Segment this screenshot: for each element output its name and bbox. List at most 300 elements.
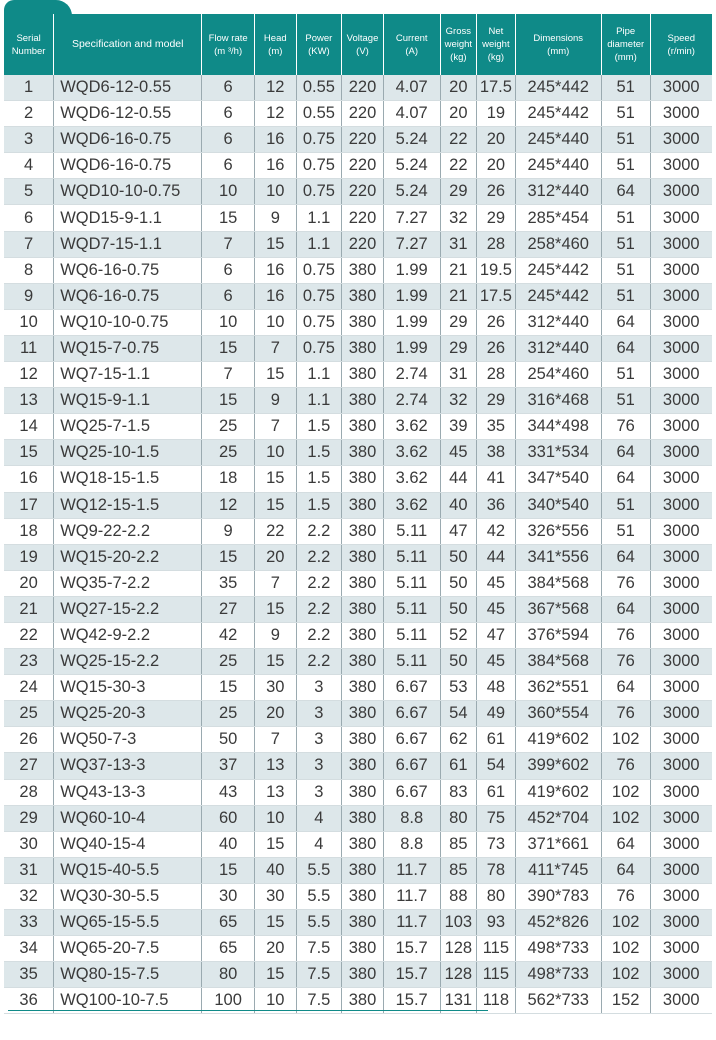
- cell-dimensions: 316*468: [515, 388, 601, 414]
- cell-pipe-diameter: 64: [601, 440, 650, 466]
- cell-current: 7.27: [383, 205, 440, 231]
- cell-pipe-diameter: 64: [601, 466, 650, 492]
- cell-voltage: 380: [342, 988, 384, 1014]
- cell-serial-number: 23: [4, 649, 54, 675]
- cell-dimensions: 341*556: [515, 544, 601, 570]
- table-row: [4, 414, 712, 440]
- cell-power: 2.2: [296, 596, 342, 622]
- header-row: [4, 14, 712, 75]
- cell-power: 7.5: [296, 988, 342, 1014]
- cell-pipe-diameter: 102: [601, 805, 650, 831]
- cell-power: 0.75: [296, 283, 342, 309]
- table-row: [4, 831, 712, 857]
- table-row: [4, 388, 712, 414]
- cell-gross-weight: 31: [440, 362, 477, 388]
- cell-voltage: 380: [342, 466, 384, 492]
- cell-net-weight: 78: [477, 857, 516, 883]
- cell-serial-number: 21: [4, 596, 54, 622]
- cell-head: 9: [255, 205, 297, 231]
- cell-power: 3: [296, 701, 342, 727]
- cell-power: 4: [296, 831, 342, 857]
- cell-dimensions: 362*551: [515, 675, 601, 701]
- cell-flow-rate: 15: [202, 675, 255, 701]
- cell-power: 1.5: [296, 492, 342, 518]
- cell-power: 1.1: [296, 388, 342, 414]
- table-row: [4, 257, 712, 283]
- cell-net-weight: 75: [477, 805, 516, 831]
- cell-pipe-diameter: 64: [601, 596, 650, 622]
- cell-pipe-diameter: 76: [601, 649, 650, 675]
- cell-speed: 3000: [650, 831, 712, 857]
- table-row: [4, 753, 712, 779]
- cell-model: WQ43-13-3: [54, 779, 202, 805]
- cell-model: WQD6-16-0.75: [54, 127, 202, 153]
- cell-speed: 3000: [650, 335, 712, 361]
- cell-net-weight: 118: [477, 988, 516, 1014]
- cell-dimensions: 312*440: [515, 335, 601, 361]
- cell-flow-rate: 7: [202, 231, 255, 257]
- cell-gross-weight: 22: [440, 127, 477, 153]
- cell-speed: 3000: [650, 388, 712, 414]
- cell-voltage: 220: [342, 179, 384, 205]
- cell-flow-rate: 25: [202, 414, 255, 440]
- header-pipe-diameter: Pipe diameter (mm): [601, 14, 650, 75]
- cell-speed: 3000: [650, 779, 712, 805]
- cell-serial-number: 25: [4, 701, 54, 727]
- cell-voltage: 380: [342, 492, 384, 518]
- cell-current: 11.7: [383, 857, 440, 883]
- cell-model: WQ10-10-0.75: [54, 309, 202, 335]
- cell-dimensions: 312*440: [515, 309, 601, 335]
- cell-voltage: 220: [342, 153, 384, 179]
- cell-voltage: 380: [342, 440, 384, 466]
- cell-speed: 3000: [650, 153, 712, 179]
- cell-gross-weight: 40: [440, 492, 477, 518]
- cell-head: 9: [255, 622, 297, 648]
- cell-net-weight: 26: [477, 309, 516, 335]
- cell-serial-number: 10: [4, 309, 54, 335]
- cell-gross-weight: 83: [440, 779, 477, 805]
- cell-voltage: 380: [342, 779, 384, 805]
- cell-head: 7: [255, 727, 297, 753]
- header-current: Current (A): [383, 14, 440, 75]
- cell-flow-rate: 15: [202, 857, 255, 883]
- cell-net-weight: 45: [477, 570, 516, 596]
- cell-voltage: 220: [342, 205, 384, 231]
- cell-dimensions: 245*442: [515, 283, 601, 309]
- cell-serial-number: 17: [4, 492, 54, 518]
- table-row: [4, 857, 712, 883]
- cell-voltage: 380: [342, 675, 384, 701]
- cell-head: 16: [255, 127, 297, 153]
- cell-dimensions: 331*534: [515, 440, 601, 466]
- cell-serial-number: 32: [4, 883, 54, 909]
- cell-pipe-diameter: 76: [601, 753, 650, 779]
- cell-pipe-diameter: 64: [601, 857, 650, 883]
- cell-head: 20: [255, 701, 297, 727]
- cell-gross-weight: 131: [440, 988, 477, 1014]
- cell-model: WQ15-9-1.1: [54, 388, 202, 414]
- header-gross-weight: Gross weight (kg): [440, 14, 477, 75]
- table-row: [4, 910, 712, 936]
- cell-dimensions: 344*498: [515, 414, 601, 440]
- cell-model: WQ25-20-3: [54, 701, 202, 727]
- cell-power: 3: [296, 779, 342, 805]
- cell-flow-rate: 60: [202, 805, 255, 831]
- cell-voltage: 380: [342, 362, 384, 388]
- cell-pipe-diameter: 51: [601, 153, 650, 179]
- cell-speed: 3000: [650, 805, 712, 831]
- table-row: [4, 231, 712, 257]
- table-row: [4, 544, 712, 570]
- cell-voltage: 380: [342, 544, 384, 570]
- cell-gross-weight: 29: [440, 179, 477, 205]
- cell-serial-number: 4: [4, 153, 54, 179]
- cell-power: 3: [296, 753, 342, 779]
- cell-gross-weight: 50: [440, 596, 477, 622]
- cell-flow-rate: 6: [202, 101, 255, 127]
- cell-pipe-diameter: 102: [601, 779, 650, 805]
- cell-dimensions: 245*440: [515, 127, 601, 153]
- cell-speed: 3000: [650, 544, 712, 570]
- cell-current: 5.24: [383, 179, 440, 205]
- cell-flow-rate: 7: [202, 362, 255, 388]
- cell-dimensions: 326*556: [515, 518, 601, 544]
- cell-dimensions: 312*440: [515, 179, 601, 205]
- table-body: [4, 75, 712, 1014]
- cell-gross-weight: 85: [440, 831, 477, 857]
- cell-pipe-diameter: 76: [601, 570, 650, 596]
- cell-dimensions: 452*826: [515, 910, 601, 936]
- cell-current: 1.99: [383, 257, 440, 283]
- cell-head: 15: [255, 596, 297, 622]
- table-row: [4, 335, 712, 361]
- cell-current: 1.99: [383, 283, 440, 309]
- cell-speed: 3000: [650, 283, 712, 309]
- cell-gross-weight: 52: [440, 622, 477, 648]
- cell-head: 16: [255, 257, 297, 283]
- cell-current: 3.62: [383, 466, 440, 492]
- cell-gross-weight: 32: [440, 205, 477, 231]
- cell-speed: 3000: [650, 231, 712, 257]
- cell-flow-rate: 10: [202, 179, 255, 205]
- table-row: [4, 518, 712, 544]
- cell-voltage: 380: [342, 831, 384, 857]
- cell-voltage: 380: [342, 570, 384, 596]
- table-row: [4, 622, 712, 648]
- cell-speed: 3000: [650, 962, 712, 988]
- cell-flow-rate: 15: [202, 388, 255, 414]
- cell-head: 7: [255, 414, 297, 440]
- cell-dimensions: 245*440: [515, 153, 601, 179]
- cell-model: WQ100-10-7.5: [54, 988, 202, 1014]
- cell-model: WQ37-13-3: [54, 753, 202, 779]
- header-flow-rate: Flow rate (m ³/h): [202, 14, 255, 75]
- cell-dimensions: 452*704: [515, 805, 601, 831]
- cell-head: 15: [255, 910, 297, 936]
- cell-pipe-diameter: 64: [601, 335, 650, 361]
- cell-model: WQ25-7-1.5: [54, 414, 202, 440]
- cell-pipe-diameter: 51: [601, 362, 650, 388]
- cell-gross-weight: 22: [440, 153, 477, 179]
- cell-net-weight: 19.5: [477, 257, 516, 283]
- cell-current: 5.11: [383, 622, 440, 648]
- cell-current: 8.8: [383, 831, 440, 857]
- cell-model: WQ25-15-2.2: [54, 649, 202, 675]
- cell-speed: 3000: [650, 570, 712, 596]
- cell-pipe-diameter: 102: [601, 962, 650, 988]
- cell-power: 0.75: [296, 309, 342, 335]
- cell-flow-rate: 15: [202, 335, 255, 361]
- cell-model: WQ80-15-7.5: [54, 962, 202, 988]
- cell-current: 15.7: [383, 936, 440, 962]
- cell-model: WQ12-15-1.5: [54, 492, 202, 518]
- cell-gross-weight: 85: [440, 857, 477, 883]
- cell-dimensions: 411*745: [515, 857, 601, 883]
- cell-current: 11.7: [383, 910, 440, 936]
- cell-model: WQD6-12-0.55: [54, 75, 202, 101]
- cell-head: 10: [255, 179, 297, 205]
- cell-serial-number: 13: [4, 388, 54, 414]
- cell-speed: 3000: [650, 257, 712, 283]
- cell-model: WQ15-7-0.75: [54, 335, 202, 361]
- cell-power: 2.2: [296, 518, 342, 544]
- bottom-divider: [8, 1010, 488, 1011]
- table-row: [4, 205, 712, 231]
- cell-current: 7.27: [383, 231, 440, 257]
- cell-head: 12: [255, 101, 297, 127]
- cell-model: WQD6-16-0.75: [54, 153, 202, 179]
- cell-speed: 3000: [650, 75, 712, 101]
- cell-head: 20: [255, 936, 297, 962]
- cell-gross-weight: 21: [440, 257, 477, 283]
- table-row: [4, 805, 712, 831]
- cell-head: 22: [255, 518, 297, 544]
- cell-head: 13: [255, 779, 297, 805]
- cell-flow-rate: 35: [202, 570, 255, 596]
- cell-dimensions: 285*454: [515, 205, 601, 231]
- cell-pipe-diameter: 51: [601, 101, 650, 127]
- cell-serial-number: 28: [4, 779, 54, 805]
- cell-flow-rate: 40: [202, 831, 255, 857]
- cell-pipe-diameter: 51: [601, 205, 650, 231]
- header-voltage: Voltage (V): [342, 14, 384, 75]
- cell-current: 1.99: [383, 335, 440, 361]
- cell-current: 6.67: [383, 727, 440, 753]
- cell-pipe-diameter: 76: [601, 883, 650, 909]
- cell-power: 1.5: [296, 466, 342, 492]
- cell-gross-weight: 50: [440, 570, 477, 596]
- cell-flow-rate: 15: [202, 544, 255, 570]
- cell-speed: 3000: [650, 701, 712, 727]
- cell-speed: 3000: [650, 492, 712, 518]
- cell-head: 10: [255, 988, 297, 1014]
- cell-flow-rate: 6: [202, 153, 255, 179]
- cell-current: 3.62: [383, 440, 440, 466]
- cell-gross-weight: 128: [440, 936, 477, 962]
- cell-speed: 3000: [650, 309, 712, 335]
- cell-pipe-diameter: 64: [601, 544, 650, 570]
- cell-gross-weight: 61: [440, 753, 477, 779]
- cell-current: 6.67: [383, 779, 440, 805]
- cell-pipe-diameter: 76: [601, 622, 650, 648]
- cell-net-weight: 26: [477, 335, 516, 361]
- cell-flow-rate: 6: [202, 283, 255, 309]
- cell-speed: 3000: [650, 205, 712, 231]
- cell-gross-weight: 128: [440, 962, 477, 988]
- table-row: [4, 75, 712, 101]
- cell-flow-rate: 25: [202, 701, 255, 727]
- cell-voltage: 380: [342, 962, 384, 988]
- cell-dimensions: 258*460: [515, 231, 601, 257]
- table-row: [4, 649, 712, 675]
- cell-voltage: 380: [342, 622, 384, 648]
- cell-serial-number: 5: [4, 179, 54, 205]
- cell-voltage: 380: [342, 257, 384, 283]
- cell-power: 5.5: [296, 883, 342, 909]
- cell-head: 30: [255, 675, 297, 701]
- cell-power: 0.55: [296, 75, 342, 101]
- cell-model: WQ18-15-1.5: [54, 466, 202, 492]
- cell-flow-rate: 65: [202, 910, 255, 936]
- cell-speed: 3000: [650, 466, 712, 492]
- cell-pipe-diameter: 51: [601, 75, 650, 101]
- table-row: [4, 179, 712, 205]
- cell-head: 10: [255, 309, 297, 335]
- cell-model: WQ65-15-5.5: [54, 910, 202, 936]
- cell-current: 6.67: [383, 753, 440, 779]
- cell-gross-weight: 47: [440, 518, 477, 544]
- cell-dimensions: 562*733: [515, 988, 601, 1014]
- table-row: [4, 962, 712, 988]
- cell-net-weight: 115: [477, 936, 516, 962]
- cell-serial-number: 7: [4, 231, 54, 257]
- cell-dimensions: 498*733: [515, 962, 601, 988]
- cell-pipe-diameter: 64: [601, 831, 650, 857]
- cell-flow-rate: 100: [202, 988, 255, 1014]
- cell-current: 5.11: [383, 596, 440, 622]
- cell-power: 0.75: [296, 127, 342, 153]
- cell-current: 5.24: [383, 153, 440, 179]
- cell-model: WQ30-30-5.5: [54, 883, 202, 909]
- cell-voltage: 380: [342, 727, 384, 753]
- cell-current: 3.62: [383, 492, 440, 518]
- cell-serial-number: 30: [4, 831, 54, 857]
- cell-dimensions: 245*442: [515, 257, 601, 283]
- cell-serial-number: 9: [4, 283, 54, 309]
- cell-pipe-diameter: 51: [601, 283, 650, 309]
- cell-voltage: 380: [342, 649, 384, 675]
- cell-model: WQ15-30-3: [54, 675, 202, 701]
- cell-net-weight: 73: [477, 831, 516, 857]
- table-row: [4, 883, 712, 909]
- table-row: [4, 936, 712, 962]
- cell-net-weight: 49: [477, 701, 516, 727]
- cell-speed: 3000: [650, 622, 712, 648]
- cell-serial-number: 16: [4, 466, 54, 492]
- cell-model: WQD15-9-1.1: [54, 205, 202, 231]
- cell-speed: 3000: [650, 988, 712, 1014]
- cell-serial-number: 22: [4, 622, 54, 648]
- cell-net-weight: 17.5: [477, 283, 516, 309]
- cell-serial-number: 29: [4, 805, 54, 831]
- table-row: [4, 283, 712, 309]
- cell-net-weight: 45: [477, 596, 516, 622]
- cell-gross-weight: 103: [440, 910, 477, 936]
- cell-model: WQ6-16-0.75: [54, 257, 202, 283]
- cell-head: 16: [255, 283, 297, 309]
- cell-power: 3: [296, 727, 342, 753]
- cell-serial-number: 24: [4, 675, 54, 701]
- cell-net-weight: 29: [477, 388, 516, 414]
- cell-current: 6.67: [383, 675, 440, 701]
- table-row: [4, 701, 712, 727]
- cell-serial-number: 26: [4, 727, 54, 753]
- cell-net-weight: 28: [477, 362, 516, 388]
- cell-dimensions: 245*442: [515, 75, 601, 101]
- cell-voltage: 220: [342, 101, 384, 127]
- cell-gross-weight: 54: [440, 701, 477, 727]
- cell-model: WQ15-40-5.5: [54, 857, 202, 883]
- pump-spec-table: [4, 14, 712, 1014]
- cell-model: WQ25-10-1.5: [54, 440, 202, 466]
- cell-current: 5.11: [383, 570, 440, 596]
- header-dimensions: Dimensions (mm): [515, 14, 601, 75]
- cell-voltage: 380: [342, 388, 384, 414]
- cell-flow-rate: 6: [202, 127, 255, 153]
- cell-serial-number: 33: [4, 910, 54, 936]
- cell-model: WQ40-15-4: [54, 831, 202, 857]
- cell-serial-number: 14: [4, 414, 54, 440]
- cell-head: 10: [255, 440, 297, 466]
- table-row: [4, 466, 712, 492]
- cell-speed: 3000: [650, 753, 712, 779]
- cell-current: 2.74: [383, 362, 440, 388]
- cell-power: 1.5: [296, 440, 342, 466]
- cell-head: 15: [255, 231, 297, 257]
- cell-serial-number: 15: [4, 440, 54, 466]
- cell-dimensions: 245*442: [515, 101, 601, 127]
- cell-head: 15: [255, 649, 297, 675]
- cell-voltage: 380: [342, 883, 384, 909]
- table-row: [4, 727, 712, 753]
- cell-net-weight: 26: [477, 179, 516, 205]
- cell-net-weight: 36: [477, 492, 516, 518]
- cell-net-weight: 38: [477, 440, 516, 466]
- cell-pipe-diameter: 102: [601, 727, 650, 753]
- cell-flow-rate: 50: [202, 727, 255, 753]
- cell-model: WQ60-10-4: [54, 805, 202, 831]
- cell-net-weight: 42: [477, 518, 516, 544]
- cell-current: 6.67: [383, 701, 440, 727]
- cell-speed: 3000: [650, 440, 712, 466]
- cell-net-weight: 115: [477, 962, 516, 988]
- cell-flow-rate: 25: [202, 440, 255, 466]
- cell-voltage: 220: [342, 75, 384, 101]
- cell-voltage: 380: [342, 857, 384, 883]
- cell-power: 1.1: [296, 231, 342, 257]
- cell-dimensions: 340*540: [515, 492, 601, 518]
- table-row: [4, 309, 712, 335]
- cell-gross-weight: 20: [440, 75, 477, 101]
- cell-dimensions: 390*783: [515, 883, 601, 909]
- cell-gross-weight: 80: [440, 805, 477, 831]
- cell-dimensions: 498*733: [515, 936, 601, 962]
- cell-serial-number: 27: [4, 753, 54, 779]
- cell-dimensions: 367*568: [515, 596, 601, 622]
- cell-current: 5.11: [383, 544, 440, 570]
- cell-speed: 3000: [650, 362, 712, 388]
